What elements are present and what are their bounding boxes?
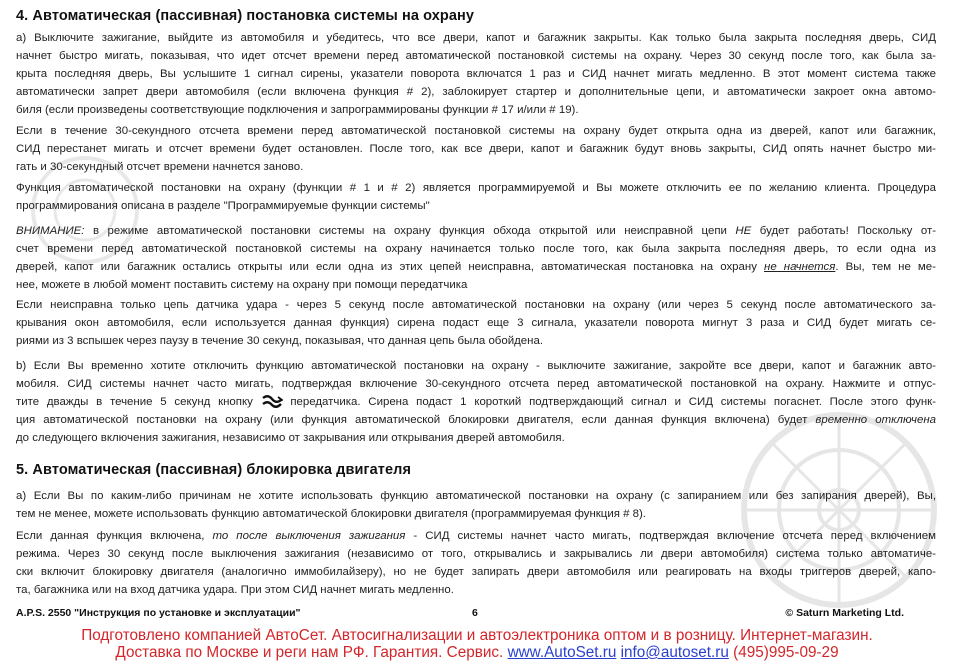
text-line: ски включит блокировку двигателя (аналогично иммобилайзеру), но не будет запирать двери автомобиля или реагировать на входы триггеров дверей, капо-	[16, 566, 936, 578]
text-line: а) Выключите зажигание, выйдите из автомобиля и убедитесь, что все двери, капот и багажник закрыты. Как только была закрыта последняя дверь, СИД	[16, 32, 936, 44]
section-5-heading: 5. Автоматическая (пассивная) блокировка двигателя	[16, 462, 412, 478]
section-4-paragraph-b	[16, 357, 936, 447]
text-line: риями из 3 вспышек через паузу в течение 30 секунд, показывая, что данная цепь была обойдена.	[16, 335, 543, 347]
text-line: биля (если произведены соответствующие подключения и запрограммированы функции # 17 и/или # 19).	[16, 104, 579, 116]
text-line: крывания окон автомобиля, если используется данная функция) сирена подаст еще 3 сигнала, указатели поворота мигнут 3 раза и СИД будет мигать се-	[16, 317, 936, 329]
text-line	[16, 393, 936, 411]
text-line: b) Если Вы временно хотите отключить функцию автоматической постановки на охрану - выключите зажигание, закройте все двери, капот и багажник авто-	[16, 360, 936, 372]
text-line: та, багажника или на вход датчика удара. При этом СИД начнет мигать медленно.	[16, 584, 454, 596]
text-run: тите дважды в течение 5 секунд кнопку	[16, 396, 261, 408]
text-line	[16, 527, 936, 545]
text-line: тем не менее, можете использовать функцию автоматической блокировки двигателя (программируемая функция # 8).	[16, 508, 646, 520]
text-line: СИД перестанет мигать и отсчет времени будет остановлен. После того, как все двери, капот и багажник будут вновь закрыты, СИД опять начнет быстро ми-	[16, 143, 936, 155]
section-4-paragraph-warning	[16, 222, 936, 294]
text-run: Если данная функция включена,	[16, 530, 213, 542]
section-4-heading: 4. Автоматическая (пассивная) постановка системы на охрану	[16, 8, 475, 24]
emphasis-temporarily-disabled: временно отключена	[815, 414, 936, 426]
text-line: а) Если Вы по каким-либо причинам не хотите использовать функцию автоматической постановки на охрану (с запиранием или без запирания дверей), Вы,	[16, 490, 936, 502]
promo-text: Доставка по Москве и реги нам РФ. Гарантия. Сервис.	[115, 644, 508, 661]
text-line: начнет быстро мигать, показывая, что идет отсчет времени перед автоматической постановкой системы на охрану. Через 30 секунд после того, как была за-	[16, 50, 936, 62]
section-4-paragraph-a	[16, 29, 936, 119]
emphasis-will-not-start: не начнется	[764, 261, 836, 273]
text-line	[16, 258, 936, 276]
footer-copyright: © Saturn Marketing Ltd.	[785, 607, 904, 619]
text-line: нее, можете в любой момент поставить систему на охрану при помощи передатчика	[16, 279, 468, 291]
text-line: Если в течение 30-секундного отсчета времени перед автоматической постановкой системы на охрану будет открыта одна из дверей, капот или багажник,	[16, 125, 936, 137]
text-line	[16, 222, 936, 240]
phone-number: (495)995-09-29	[728, 644, 839, 661]
text-line: крыта последняя дверь, Вы услышите 1 сигнал сирены, указатели поворота включатся 1 раз и СИД начнет мигать медленно. В этот момент система также	[16, 68, 936, 80]
text-line: до следующего включения зажигания, независимо от закрывания или открывания дверей автомобиля.	[16, 432, 565, 444]
text-line	[16, 411, 936, 429]
promo-line-2	[0, 644, 954, 662]
text-line: Если неисправна только цепь датчика удара - через 5 секунд после автоматической постановки на охрану (или через 5 секунд после автоматического за-	[16, 299, 936, 311]
section-4-paragraph-programmable	[16, 179, 936, 215]
text-run: передатчика. Сирена подаст 1 короткий подтверждающий сигнал и СИД системы погаснет. После этого функ-	[282, 396, 936, 408]
page-number: 6	[472, 607, 478, 619]
text-line: режима. Через 30 секунд после выключения зажигания (независимо от того, открывались и закрывались ли двери автомобиля) система только автоматиче-	[16, 548, 936, 560]
warning-label: ВНИМАНИЕ:	[16, 225, 85, 237]
text-line: Функция автоматической постановки на охрану (функции # 1 и # 2) является программируемой и Вы можете отключить ее по желанию клиента. Процедура	[16, 182, 936, 194]
emphasis-not: НЕ	[735, 225, 752, 237]
emphasis-after-ignition-off: то после выключения зажигания	[212, 530, 406, 542]
promo-line-1: Подготовлено компанией АвтоСет. Автосигнализации и автоэлектроника оптом и в розницу. Интернет-магазин.	[81, 627, 873, 644]
text-line: счет времени перед автоматической постановкой системы на охрану начинается только после того, как была закрыта последняя дверь, то если одна из	[16, 243, 936, 255]
text-line: программирования описана в разделе "Программируемые функции системы"	[16, 200, 430, 212]
text-run: будет работать! Поскольку от-	[751, 225, 936, 237]
text-run: в режиме автоматической постановки системы на охрану функция обхода открытой или неисправной цепи	[84, 225, 736, 237]
text-line: мобиля. СИД системы начнет часто мигать, подтверждая включение 30-секундного отсчета перед автоматической постановкой на охрану. Нажмите и отпус-	[16, 378, 936, 390]
section-4-paragraph-countdown	[16, 122, 936, 176]
email-link[interactable]: info@autoset.ru	[620, 644, 729, 661]
section-5-paragraph-immobilizer	[16, 527, 936, 599]
text-run: ция автоматической постановки на охрану (или функция автоматической блокировки двигателя, если данная функция включена) будет	[16, 414, 816, 426]
page-footer	[16, 607, 936, 623]
text-line: гать и 30-секундный отсчет времени начнется заново.	[16, 161, 304, 173]
section-5-paragraph-a	[16, 487, 936, 523]
website-link[interactable]: www.AutoSet.ru	[507, 644, 617, 661]
footer-document-title: A.P.S. 2550 "Инструкция по установке и эксплуатации"	[16, 607, 301, 619]
text-run: - СИД системы начнет часто мигать, подтверждая включение отсчета перед включением	[405, 530, 936, 542]
text-line: автоматически запрет двери автомобиля (если включена функция # 2), заблокирует стартер и дополнительные цепи, и автоматически закроет окна автомо-	[16, 86, 936, 98]
text-run: дверей, капот или багажник остались открыты или если одна из этих цепей неисправна, автоматическая постановка на охрану	[16, 261, 765, 273]
text-run: . Вы, тем не ме-	[835, 261, 936, 273]
section-4-paragraph-shock-sensor	[16, 296, 936, 350]
transmitter-button-icon	[261, 394, 283, 408]
